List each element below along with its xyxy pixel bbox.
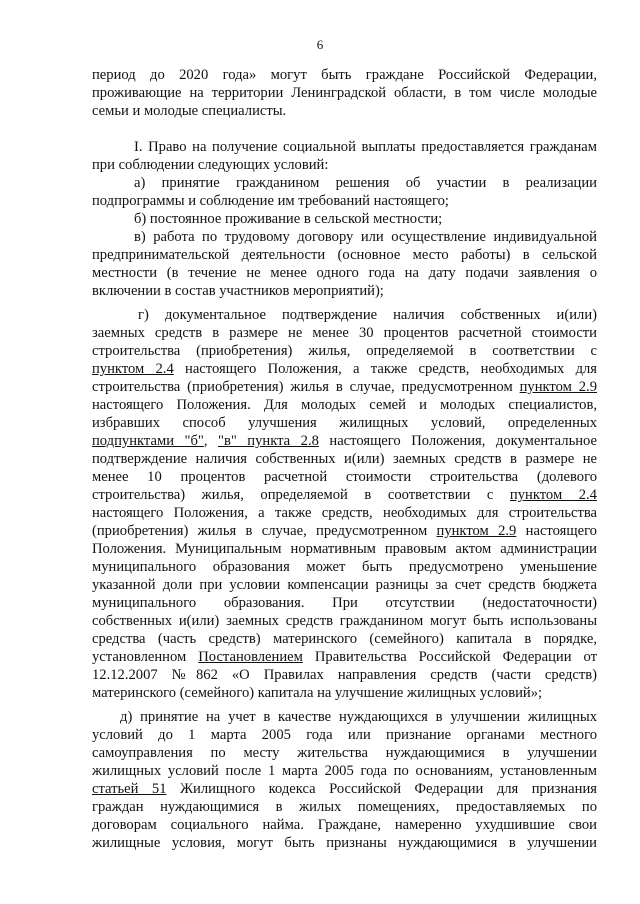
text-run: г) документальное подтверждение наличия собственных и(или): [138, 307, 597, 323]
text-line: [92, 798, 597, 816]
text-line: [92, 432, 597, 450]
text-run: а) принятие гражданином решения об участии в реализации: [134, 175, 597, 191]
text-line: [92, 612, 597, 630]
text-run: семьи и молодые специалисты.: [92, 103, 287, 119]
text-line: [92, 726, 597, 744]
text-line: [92, 762, 597, 780]
text-run: жилищных условий после 1 марта 2005 года по основаниям, установленным: [92, 763, 597, 779]
text-run: ,: [203, 433, 218, 449]
text-line: [92, 648, 597, 666]
text-line: [92, 576, 597, 594]
reference-link[interactable]: пунктом 2.4: [509, 487, 597, 503]
text-run: материнского (семейного) капитала на улучшение жилищных условий»;: [92, 685, 543, 701]
text-run: избравших способ улучшения жилищных условий, определенных: [92, 415, 597, 431]
text-line: [92, 558, 597, 576]
text-line: [134, 138, 597, 156]
text-line: [92, 780, 597, 798]
text-line: [92, 666, 597, 684]
text-line: [92, 192, 597, 210]
text-line: [134, 210, 597, 228]
text-run: средства (часть средств) материнского (семейного) капитала в порядке,: [92, 631, 597, 647]
text-line: [134, 228, 597, 246]
text-run: Положения. Муниципальным нормативным правовым актом администрации: [92, 541, 597, 557]
text-run: строительства (приобретения) жилья, определяемой в соответствии с: [92, 343, 597, 359]
text-run: подтверждение наличия собственных и(или) заемных средств в размере не: [92, 451, 597, 467]
text-line: [92, 744, 597, 762]
reference-link[interactable]: пунктом 2.4: [92, 361, 174, 377]
text-run: настоящего: [516, 523, 597, 539]
text-run: (приобретения) жилья в случае, предусмотренном: [92, 523, 437, 539]
text-run: включении в состав участников мероприятий);: [92, 283, 384, 299]
text-run: собственных и(или) заемных средств гражданином могут быть использованы: [92, 613, 597, 629]
text-run: 12.12.2007 №862 «О Правилах направления средств (части средств): [92, 667, 597, 683]
text-run: подпрограммы и соблюдение им требований настоящего;: [92, 193, 449, 209]
text-line: [120, 708, 597, 726]
reference-link[interactable]: пунктом 2.9: [436, 523, 517, 539]
text-line: [92, 102, 597, 120]
text-run: I. Право на получение социальной выплаты предоставляется гражданам: [134, 139, 597, 155]
text-run: самоуправления по месту жительства нуждающимися в улучшении: [92, 745, 597, 761]
text-line: [92, 450, 597, 468]
text-line: [92, 156, 597, 174]
text-line: [92, 396, 597, 414]
text-line: [92, 264, 597, 282]
text-line: [92, 816, 597, 834]
text-run: условий до 1 марта 2005 года или признание органами местного: [92, 727, 597, 743]
text-run: местности (в течение не менее одного года на дату подачи заявления о: [92, 265, 597, 281]
text-run: настоящего Положения, а также средств, необходимых для строительства: [92, 505, 597, 521]
text-run: период до 2020 года» могут быть граждане Российской Федерации,: [92, 67, 597, 83]
reference-link[interactable]: Постановлением: [198, 649, 303, 665]
text-run: строительства (приобретения) жилья в случае, предусмотренном: [92, 379, 520, 395]
text-run: настоящего Положения, а также средств, необходимых для: [173, 361, 597, 377]
text-line: [92, 378, 597, 396]
text-line: [92, 540, 597, 558]
text-run: предпринимательской деятельности (основное место работы) в сельской: [92, 247, 597, 263]
text-run: в) работа по трудовому договору или осуществление индивидуальной: [134, 229, 597, 245]
reference-link[interactable]: д: [120, 709, 128, 725]
text-run: при соблюдении следующих условий:: [92, 157, 329, 173]
text-run: муниципального образования. При отсутствии (недостаточности): [92, 595, 597, 611]
text-run: установленном: [92, 649, 199, 665]
reference-link[interactable]: подпунктами "б": [92, 433, 204, 449]
text-line: [92, 342, 597, 360]
text-line: [92, 468, 597, 486]
text-run: настоящего Положения. Для молодых семей и молодых специалистов,: [92, 397, 597, 413]
text-line: [92, 246, 597, 264]
reference-link[interactable]: пунктом 2.9: [519, 379, 597, 395]
text-run: договорам социального найма. Граждане, намеренно ухудшившие свои: [92, 817, 597, 833]
text-line: [92, 684, 597, 702]
text-run: заемных средств в размере не менее 30 процентов расчетной стоимости: [92, 325, 597, 341]
text-line: [92, 414, 597, 432]
text-line: [92, 282, 597, 300]
text-run: б) постоянное проживание в сельской местности;: [134, 211, 443, 227]
reference-link[interactable]: "в" пункта 2.8: [218, 433, 319, 449]
text-run: ) принятие на учет в качестве нуждающихся в улучшении жилищных: [127, 709, 597, 725]
text-line: [92, 630, 597, 648]
text-line: [92, 594, 597, 612]
text-run: настоящего Положения, документальное: [318, 433, 597, 449]
text-run: проживающие на территории Ленинградской области, в том числе молодые: [92, 85, 597, 101]
text-line: [92, 84, 597, 102]
text-run: Жилищного кодекса Российской Федерации для признания: [166, 781, 597, 797]
text-run: строительства) жилья, определяемой в соответствии с: [92, 487, 510, 503]
text-line: [134, 174, 597, 192]
page-number: 6: [316, 37, 324, 52]
text-run: жилищные условия, могут быть признаны нуждающимися в улучшении: [92, 835, 597, 851]
text-line: [138, 306, 597, 324]
text-line: [92, 66, 597, 84]
text-run: Правительства Российской Федерации от: [302, 649, 597, 665]
text-run: менее 10 процентов расчетной стоимости строительства (долевого: [92, 469, 597, 485]
text-line: [92, 360, 597, 378]
text-line: [92, 324, 597, 342]
text-run: указанной доли при условии компенсации разницы за счет средств бюджета: [92, 577, 597, 593]
text-line: [92, 504, 597, 522]
text-line: [92, 486, 597, 504]
text-run: муниципального образования может быть предусмотрено уменьшение: [92, 559, 597, 575]
text-run: граждан нуждающимися в жилых помещениях, предоставляемых по: [92, 799, 597, 815]
reference-link[interactable]: статьей 51: [92, 781, 167, 797]
text-line: [92, 522, 597, 540]
text-line: [92, 834, 597, 852]
